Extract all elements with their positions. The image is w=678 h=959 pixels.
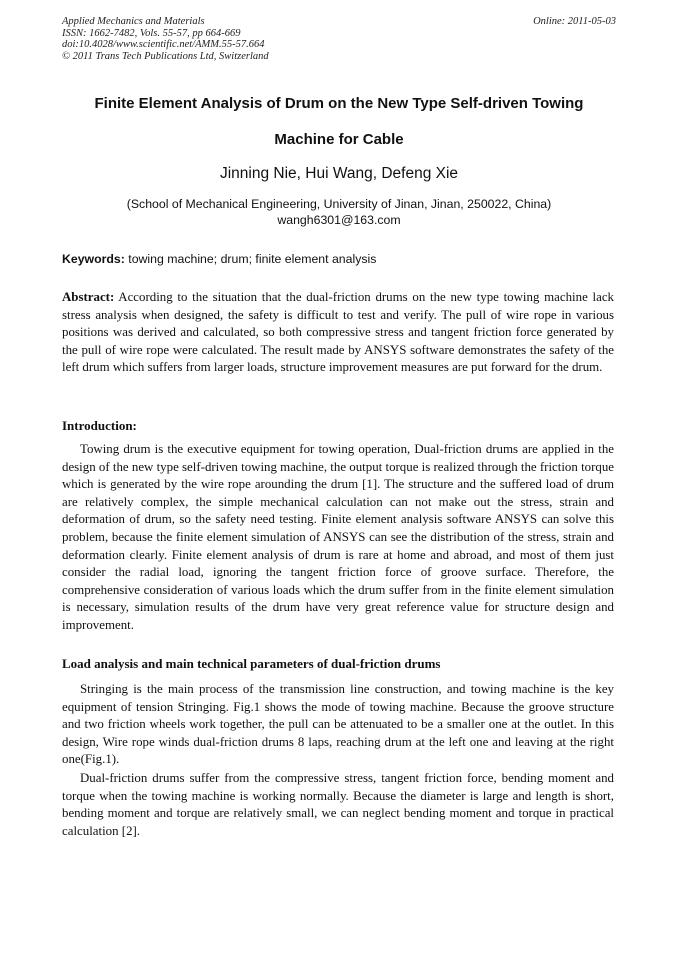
abstract <box>62 289 614 377</box>
journal-header <box>62 16 616 62</box>
copyright-line: © 2011 Trans Tech Publications Ltd, Switzerland <box>62 50 269 62</box>
load-analysis-paragraph-1: Stringing is the main process of the transmission line construction, and towing machine is the key equipment of tension Stringing. Fig.1 shows the mode of towing machine. Because the groove structure and two friction wheels work together, the pull can be attenuated to be a smaller one at the outlet. In this design, Wire rope winds dual-friction drums 8 laps, reaching drum at the left one and leaving at the right one(Fig.1). <box>62 682 614 767</box>
author-list: Jinning Nie, Hui Wang, Defeng Xie <box>219 165 459 182</box>
affiliation: (School of Mechanical Engineering, University of Jinan, Jinan, 250022, China) <box>126 197 552 211</box>
email: wangh6301@163.com <box>277 213 401 227</box>
online-date: Online: 2011-05-03 <box>533 16 616 27</box>
abstract-text: According to the situation that the dual-friction drums on the new type towing machine lack stress analysis when designed, the safety is difficult to test and verify. The pull of wire rope in various positions was derived and calculated, so both compressive stress and tangent friction force generated by the pull of wire rope were calculated. The result made by ANSYS software demonstrates the safety of the left drum which suffers from larger loads, structure improvement measures are put forward for the drum. <box>62 290 614 375</box>
title-line-1: Finite Element Analysis of Drum on the New Type Self-driven Towing <box>94 95 584 112</box>
load-analysis-heading: Load analysis and main technical parameters of dual-friction drums <box>62 656 441 671</box>
introduction-paragraph: Towing drum is the executive equipment for towing operation, Dual-friction drums are applied in the design of the new type self-driven towing machine, the output torque is realized through the friction torque which is generated by the wire rope arounding the drum [1]. The structure and the suffered load of drum are relatively complex, the simple mechanical calculation can not make out the stress, strain and deformation of drum, so the safety need testing. Finite element analysis software ANSYS can solve this problem, because the finite element simulation of ANSYS can see the distribution of the stress, strain and deformation clearly. Finite element analysis of drum is rare at home and abroad, and most of them just consider the radial load, ignoring the tangent friction force of groove surface. Therefore, the comprehensive consideration of various loads which the drum suffer from in the finite element simulation is necessary, simulation results of the drum have very great reference value for structure design and improvement. <box>62 442 614 632</box>
title-line-2: Machine for Cable <box>274 131 404 148</box>
paper-title <box>62 86 616 158</box>
doi-line: doi:10.4028/www.scientific.net/AMM.55-57.664 <box>62 39 265 50</box>
keywords <box>62 252 616 266</box>
journal-name: Applied Mechanics and Materials <box>62 16 205 27</box>
keywords-label: Keywords: <box>62 252 125 266</box>
issn-line: ISSN: 1662-7482, Vols. 55-57, pp 664-669 <box>62 27 241 39</box>
abstract-label: Abstract: <box>62 290 115 304</box>
load-analysis-paragraph-2: Dual-friction drums suffer from the compressive stress, tangent friction force, bending moment and torque when the towing machine is working normally. Because the diameter is large and length is short, bending moment and torque are relatively small, we can neglect bending moment and torque in practical calculation [2]. <box>62 771 614 838</box>
affiliation-block <box>62 196 616 228</box>
keywords-text: towing machine; drum; finite element analysis <box>124 252 377 266</box>
introduction-heading: Introduction: <box>62 418 137 433</box>
